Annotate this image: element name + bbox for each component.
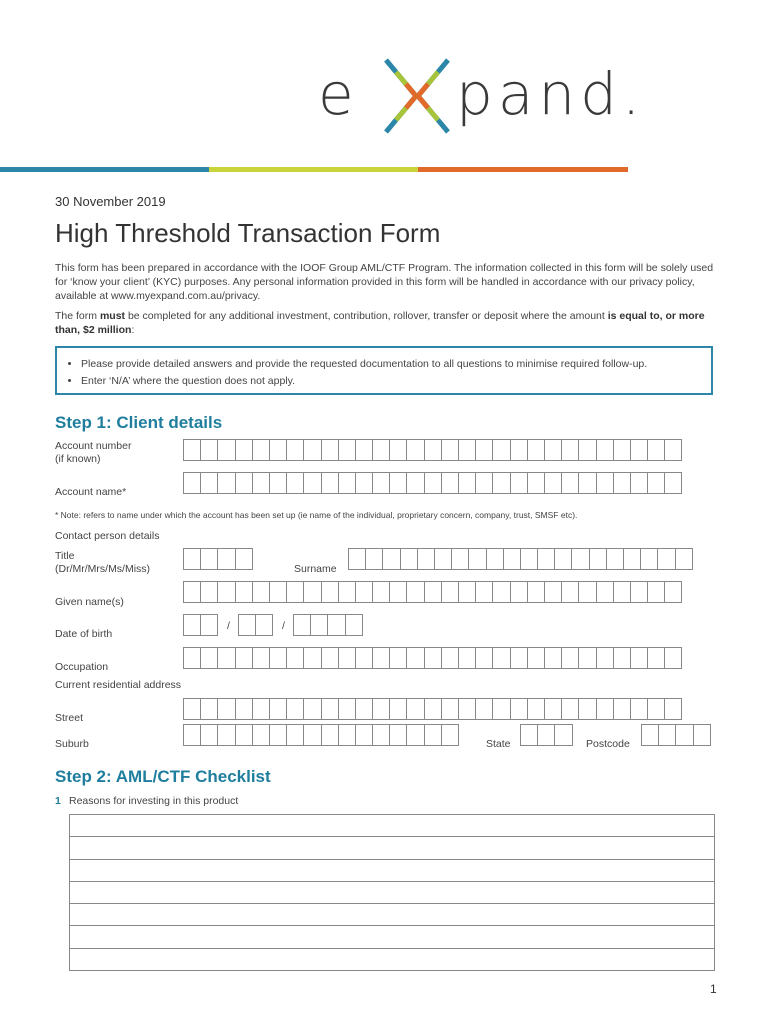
char-box[interactable] [338, 439, 356, 461]
band-orange [418, 167, 628, 172]
char-box[interactable] [252, 724, 270, 746]
char-box[interactable] [657, 548, 675, 570]
char-box[interactable] [338, 581, 356, 603]
char-box[interactable] [200, 724, 218, 746]
postcode-input[interactable] [641, 724, 710, 746]
char-box[interactable] [269, 581, 287, 603]
given-names-label: Given name(s) [55, 596, 124, 608]
char-box[interactable] [544, 647, 562, 669]
char-box[interactable] [664, 439, 682, 461]
char-box[interactable] [424, 724, 442, 746]
char-box[interactable] [321, 472, 339, 494]
answer-line[interactable] [70, 860, 714, 882]
address-heading: Current residential address [55, 679, 182, 691]
char-box[interactable] [293, 614, 311, 636]
char-box[interactable] [630, 581, 648, 603]
char-box[interactable] [365, 548, 383, 570]
char-box[interactable] [372, 698, 390, 720]
title-input[interactable] [183, 548, 252, 570]
question-1-text: Reasons for investing in this product [69, 795, 239, 807]
char-box[interactable] [406, 472, 424, 494]
char-box[interactable] [338, 724, 356, 746]
char-box[interactable] [527, 439, 545, 461]
dob-day-input[interactable] [183, 614, 217, 636]
char-box[interactable] [382, 548, 400, 570]
surname-label: Surname [294, 563, 337, 575]
char-box[interactable] [492, 647, 510, 669]
char-box[interactable] [355, 698, 373, 720]
char-box[interactable] [527, 647, 545, 669]
char-box[interactable] [458, 698, 476, 720]
char-box[interactable] [554, 548, 572, 570]
title-label-line2: (Dr/Mr/Mrs/Ms/Miss) [55, 563, 151, 575]
char-box[interactable] [537, 724, 555, 746]
char-box[interactable] [286, 647, 304, 669]
char-box[interactable] [235, 724, 253, 746]
char-box[interactable] [338, 647, 356, 669]
char-box[interactable] [217, 581, 235, 603]
char-box[interactable] [252, 581, 270, 603]
intro-req-must: must [99, 310, 126, 322]
char-box[interactable] [235, 439, 253, 461]
char-box[interactable] [235, 647, 253, 669]
char-box[interactable] [286, 724, 304, 746]
suburb-label: Suburb [55, 738, 89, 750]
char-box[interactable] [475, 472, 493, 494]
logo-letters-pand: pand. [456, 60, 646, 128]
state-label: State [486, 738, 511, 750]
char-box[interactable] [441, 472, 459, 494]
char-box[interactable] [338, 698, 356, 720]
answer-line[interactable] [70, 815, 714, 837]
char-box[interactable] [630, 647, 648, 669]
suburb-input[interactable] [183, 724, 458, 746]
char-box[interactable] [327, 614, 345, 636]
char-box[interactable] [183, 614, 201, 636]
char-box[interactable] [441, 439, 459, 461]
char-box[interactable] [269, 698, 287, 720]
char-box[interactable] [441, 581, 459, 603]
logo-letter-e: e [318, 60, 359, 128]
char-box[interactable] [235, 581, 253, 603]
char-box[interactable] [664, 698, 682, 720]
char-box[interactable] [424, 439, 442, 461]
char-box[interactable] [389, 647, 407, 669]
char-box[interactable] [200, 614, 218, 636]
char-box[interactable] [458, 647, 476, 669]
answer-line[interactable] [70, 882, 714, 904]
char-box[interactable] [406, 724, 424, 746]
char-box[interactable] [675, 548, 693, 570]
char-box[interactable] [520, 724, 538, 746]
char-box[interactable] [544, 698, 562, 720]
char-box[interactable] [424, 647, 442, 669]
char-box[interactable] [217, 724, 235, 746]
char-box[interactable] [183, 472, 201, 494]
char-box[interactable] [520, 548, 538, 570]
char-box[interactable] [355, 724, 373, 746]
char-box[interactable] [578, 472, 596, 494]
street-label: Street [55, 712, 84, 724]
char-box[interactable] [269, 439, 287, 461]
char-box[interactable] [554, 724, 572, 746]
char-box[interactable] [647, 472, 665, 494]
intro-req-part-e: : [131, 324, 135, 336]
char-box[interactable] [537, 548, 555, 570]
char-box[interactable] [389, 581, 407, 603]
char-box[interactable] [613, 581, 631, 603]
surname-input[interactable] [348, 548, 692, 570]
char-box[interactable] [286, 472, 304, 494]
char-box[interactable] [647, 439, 665, 461]
char-box[interactable] [252, 472, 270, 494]
char-box[interactable] [217, 439, 235, 461]
step2-heading: Step 2: AML/CTF Checklist [55, 767, 271, 786]
band-blue [0, 167, 209, 172]
char-box[interactable] [252, 698, 270, 720]
char-box[interactable] [486, 548, 504, 570]
char-box[interactable] [527, 581, 545, 603]
dob-label: Date of birth [55, 628, 113, 640]
char-box[interactable] [510, 439, 528, 461]
char-box[interactable] [458, 439, 476, 461]
char-box[interactable] [561, 472, 579, 494]
instructions-box [55, 346, 713, 395]
account-number-input[interactable] [183, 439, 681, 461]
char-box[interactable] [183, 647, 201, 669]
char-box[interactable] [200, 647, 218, 669]
postcode-label: Postcode [586, 738, 630, 750]
account-number-label-line2: (if known) [55, 453, 101, 465]
char-box[interactable] [492, 472, 510, 494]
char-box[interactable] [630, 439, 648, 461]
char-box[interactable] [596, 698, 614, 720]
state-input[interactable] [520, 724, 572, 746]
char-box[interactable] [217, 472, 235, 494]
char-box[interactable] [647, 647, 665, 669]
given-names-input[interactable] [183, 581, 681, 603]
char-box[interactable] [355, 581, 373, 603]
char-box[interactable] [475, 698, 493, 720]
char-box[interactable] [269, 472, 287, 494]
char-box[interactable] [424, 581, 442, 603]
char-box[interactable] [675, 724, 693, 746]
char-box[interactable] [561, 439, 579, 461]
char-box[interactable] [303, 724, 321, 746]
char-box[interactable] [641, 724, 659, 746]
char-box[interactable] [303, 647, 321, 669]
title-label-line1: Title [55, 550, 75, 562]
char-box[interactable] [345, 614, 363, 636]
char-box[interactable] [321, 581, 339, 603]
answer-line[interactable] [70, 904, 714, 926]
char-box[interactable] [544, 581, 562, 603]
char-box[interactable] [630, 472, 648, 494]
char-box[interactable] [321, 724, 339, 746]
char-box[interactable] [693, 724, 711, 746]
char-box[interactable] [406, 439, 424, 461]
char-box[interactable] [269, 724, 287, 746]
char-box[interactable] [200, 548, 218, 570]
char-box[interactable] [217, 548, 235, 570]
char-box[interactable] [372, 472, 390, 494]
char-box[interactable] [238, 614, 256, 636]
instruction-item: • Enter ‘N/A’ where the question does not apply. [81, 373, 711, 390]
char-box[interactable] [578, 647, 596, 669]
char-box[interactable] [596, 581, 614, 603]
char-box[interactable] [321, 698, 339, 720]
char-box[interactable] [596, 647, 614, 669]
char-box[interactable] [338, 472, 356, 494]
char-box[interactable] [441, 724, 459, 746]
char-box[interactable] [658, 724, 676, 746]
char-box[interactable] [372, 439, 390, 461]
char-box[interactable] [527, 472, 545, 494]
char-box[interactable] [389, 724, 407, 746]
char-box[interactable] [492, 581, 510, 603]
char-box[interactable] [527, 698, 545, 720]
document-date: 30 November 2019 [55, 194, 166, 209]
char-box[interactable] [183, 439, 201, 461]
intro-req-part-a: The form [55, 310, 100, 322]
answer-line[interactable] [70, 949, 714, 971]
intro-req-threshold: is equal to, or more than, $2 million [55, 310, 705, 336]
char-box[interactable] [389, 698, 407, 720]
char-box[interactable] [510, 698, 528, 720]
char-box[interactable] [303, 472, 321, 494]
char-box[interactable] [372, 647, 390, 669]
char-box[interactable] [613, 439, 631, 461]
char-box[interactable] [303, 581, 321, 603]
char-box[interactable] [561, 581, 579, 603]
char-box[interactable] [269, 647, 287, 669]
page-title: High Threshold Transaction Form [55, 218, 441, 248]
char-box[interactable] [389, 439, 407, 461]
char-box[interactable] [255, 614, 273, 636]
char-box[interactable] [348, 548, 366, 570]
char-box[interactable] [355, 647, 373, 669]
char-box[interactable] [183, 698, 201, 720]
char-box[interactable] [441, 698, 459, 720]
char-box[interactable] [544, 472, 562, 494]
answer-line[interactable] [70, 837, 714, 859]
dob-separator: / [282, 620, 285, 632]
char-box[interactable] [389, 472, 407, 494]
char-box[interactable] [355, 472, 373, 494]
char-box[interactable] [475, 439, 493, 461]
char-box[interactable] [468, 548, 486, 570]
char-box[interactable] [217, 698, 235, 720]
char-box[interactable] [613, 698, 631, 720]
char-box[interactable] [286, 581, 304, 603]
instruction-item: • Please provide detailed answers and provide the requested documentation to all questions to minimise required follow-up. [81, 356, 711, 373]
char-box[interactable] [664, 581, 682, 603]
account-name-footnote: * Note: refers to name under which the account has been set up (ie name of the individual, proprietary concern, company, trust, SMSF etc). [55, 510, 578, 520]
char-box[interactable] [578, 581, 596, 603]
char-box[interactable] [303, 439, 321, 461]
char-box[interactable] [406, 647, 424, 669]
char-box[interactable] [561, 647, 579, 669]
char-box[interactable] [183, 724, 201, 746]
char-box[interactable] [664, 472, 682, 494]
char-box[interactable] [235, 472, 253, 494]
account-number-label-line1: Account number [55, 440, 132, 452]
char-box[interactable] [372, 581, 390, 603]
char-box[interactable] [235, 698, 253, 720]
char-box[interactable] [286, 698, 304, 720]
char-box[interactable] [200, 472, 218, 494]
char-box[interactable] [613, 472, 631, 494]
char-box[interactable] [406, 581, 424, 603]
char-box[interactable] [475, 647, 493, 669]
page-number: 1 [710, 982, 717, 996]
char-box[interactable] [503, 548, 521, 570]
char-box[interactable] [458, 472, 476, 494]
char-box[interactable] [303, 698, 321, 720]
char-box[interactable] [647, 581, 665, 603]
intro-req-part-c: be completed for any additional investment, contribution, rollover, transfer or deposit where the amount [125, 310, 608, 322]
char-box[interactable] [235, 548, 253, 570]
account-number-label [55, 440, 131, 466]
char-box[interactable] [571, 548, 589, 570]
char-box[interactable] [510, 472, 528, 494]
char-box[interactable] [424, 698, 442, 720]
contact-person-heading: Contact person details [55, 530, 160, 542]
dob-separator: / [227, 620, 230, 632]
char-box[interactable] [589, 548, 607, 570]
char-box[interactable] [424, 472, 442, 494]
char-box[interactable] [510, 647, 528, 669]
char-box[interactable] [561, 698, 579, 720]
logo-x-mark [382, 56, 452, 136]
char-box[interactable] [406, 698, 424, 720]
char-box[interactable] [200, 581, 218, 603]
char-box[interactable] [596, 472, 614, 494]
char-box[interactable] [417, 548, 435, 570]
char-box[interactable] [183, 581, 201, 603]
char-box[interactable] [510, 581, 528, 603]
intro-paragraph: This form has been prepared in accordance with the IOOF Group AML/CTF Program. The information collected in this form will be solely used for ‘know your client’ (KYC) purposes. Any personal information provided in this form will be handled in accordance with our privacy policy, available at www.myexpand.com.au/privacy. [55, 262, 714, 302]
street-input[interactable] [183, 698, 681, 720]
dob-month-input[interactable] [238, 614, 272, 636]
investment-reasons-answer[interactable] [69, 814, 715, 971]
char-box[interactable] [217, 647, 235, 669]
band-green [209, 167, 418, 172]
dob-year-input[interactable] [293, 614, 362, 636]
step1-heading: Step 1: Client details [55, 413, 223, 432]
char-box[interactable] [286, 439, 304, 461]
char-box[interactable] [578, 698, 596, 720]
char-box[interactable] [458, 581, 476, 603]
char-box[interactable] [640, 548, 658, 570]
char-box[interactable] [623, 548, 641, 570]
char-box[interactable] [492, 439, 510, 461]
occupation-label: Occupation [55, 661, 109, 673]
question-number: 1 [55, 795, 61, 807]
char-box[interactable] [492, 698, 510, 720]
char-box[interactable] [434, 548, 452, 570]
char-box[interactable] [321, 439, 339, 461]
char-box[interactable] [200, 698, 218, 720]
expand-logo [318, 50, 718, 140]
char-box[interactable] [475, 581, 493, 603]
char-box[interactable] [596, 439, 614, 461]
char-box[interactable] [451, 548, 469, 570]
char-box[interactable] [544, 439, 562, 461]
char-box[interactable] [606, 548, 624, 570]
account-name-input[interactable] [183, 472, 681, 494]
char-box[interactable] [441, 647, 459, 669]
char-box[interactable] [200, 439, 218, 461]
char-box[interactable] [183, 548, 201, 570]
title-label [55, 550, 150, 576]
intro-requirement [55, 309, 715, 337]
char-box[interactable] [630, 698, 648, 720]
char-box[interactable] [355, 439, 373, 461]
char-box[interactable] [372, 724, 390, 746]
char-box[interactable] [400, 548, 418, 570]
char-box[interactable] [613, 647, 631, 669]
char-box[interactable] [252, 439, 270, 461]
char-box[interactable] [321, 647, 339, 669]
occupation-input[interactable] [183, 647, 681, 669]
char-box[interactable] [578, 439, 596, 461]
char-box[interactable] [647, 698, 665, 720]
char-box[interactable] [252, 647, 270, 669]
char-box[interactable] [664, 647, 682, 669]
answer-line[interactable] [70, 926, 714, 948]
char-box[interactable] [310, 614, 328, 636]
account-name-label: Account name* [55, 486, 127, 498]
